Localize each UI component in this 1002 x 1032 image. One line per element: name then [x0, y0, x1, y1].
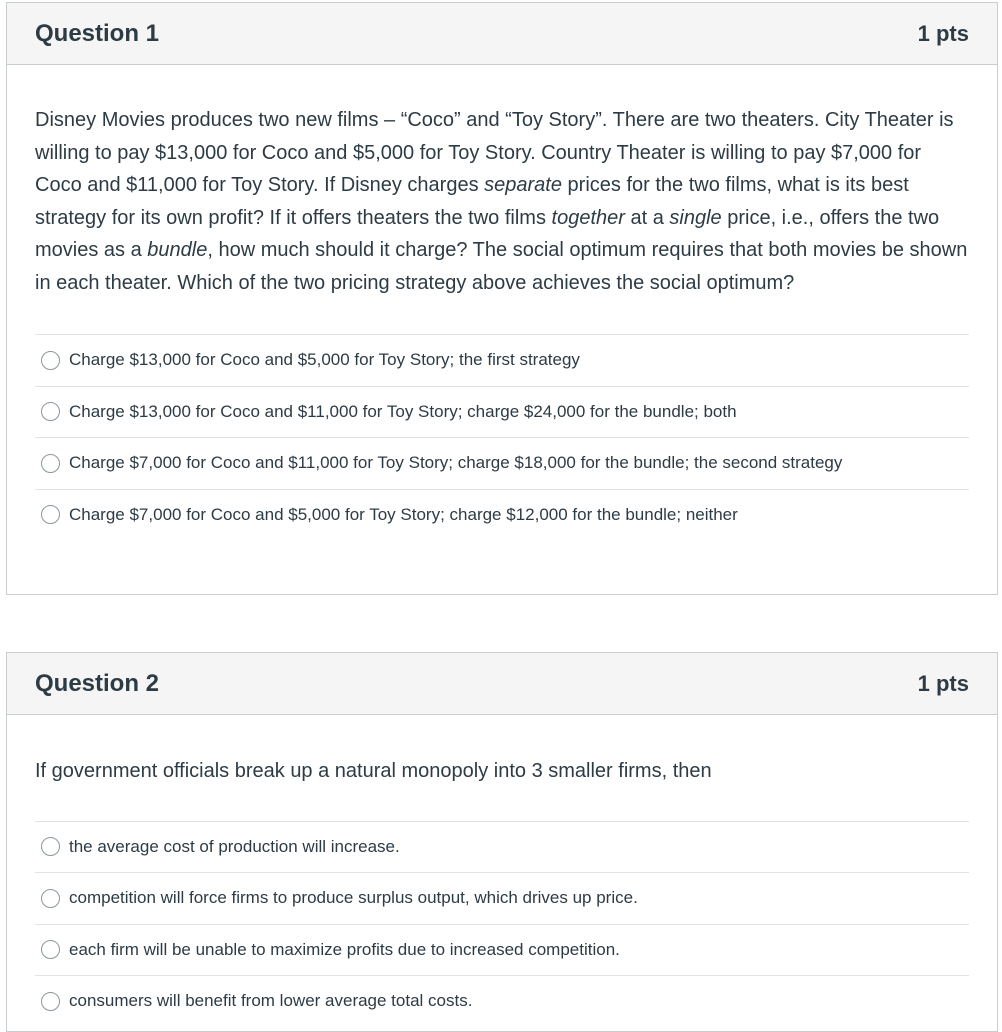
question-text: If government officials break up a natural monopoly into 3 smaller firms, then [35, 760, 712, 782]
answer-list [35, 334, 969, 540]
answer-option[interactable] [35, 872, 969, 924]
question-title: Question 2 [35, 669, 160, 697]
radio-button[interactable] [41, 402, 60, 421]
answer-list [35, 821, 969, 1027]
radio-button[interactable] [41, 351, 60, 370]
question-1-card [6, 2, 998, 595]
radio-button[interactable] [41, 992, 60, 1011]
question-header [7, 653, 997, 715]
answer-label: Charge $7,000 for Coco and $11,000 for Toy Story; charge $18,000 for the bundle; the second strategy [69, 453, 843, 473]
answer-label: Charge $7,000 for Coco and $5,000 for Toy Story; charge $12,000 for the bundle; neither [69, 504, 738, 524]
question-points: 1 pts [917, 20, 969, 46]
answer-option[interactable] [35, 924, 969, 976]
answer-label: competition will force firms to produce surplus output, which drives up price. [69, 888, 638, 908]
answer-option[interactable] [35, 821, 969, 873]
radio-button[interactable] [41, 940, 60, 959]
answer-option[interactable] [35, 386, 969, 438]
answer-option[interactable] [35, 437, 969, 489]
question-2-card [6, 652, 998, 1032]
radio-button[interactable] [41, 454, 60, 473]
question-header [7, 3, 997, 65]
answer-label: the average cost of production will increase. [69, 836, 400, 856]
answer-label: Charge $13,000 for Coco and $5,000 for Toy Story; the first strategy [69, 350, 580, 370]
answer-label: each firm will be unable to maximize profits due to increased competition. [69, 939, 620, 959]
radio-button[interactable] [41, 837, 60, 856]
answer-option[interactable] [35, 975, 969, 1027]
answer-option[interactable] [35, 489, 969, 541]
answer-label: Charge $13,000 for Coco and $11,000 for Toy Story; charge $24,000 for the bundle; both [69, 401, 737, 421]
answer-label: consumers will benefit from lower average total costs. [69, 991, 473, 1011]
radio-button[interactable] [41, 889, 60, 908]
radio-button[interactable] [41, 505, 60, 524]
question-text: Disney Movies produces two new films – “Coco” and “Toy Story”. There are two theaters. City Theater is willing to pay $13,000 for Coco and $5,000 for Toy Story. Country Theater is willing to pay $7,000 for Coco and $11,000 for Toy Story. If Disney charges separate prices for the two films, what is its best strategy for its own profit? If it offers theaters the two films together at a single price, i.e., offers the two movies as a bundle, how much should it charge? The social optimum requires that both movies be shown in each theater. Which of the two pricing strategy above achieves the social optimum? [35, 109, 968, 294]
question-title: Question 1 [35, 19, 160, 47]
question-points: 1 pts [917, 670, 969, 696]
answer-option[interactable] [35, 334, 969, 386]
